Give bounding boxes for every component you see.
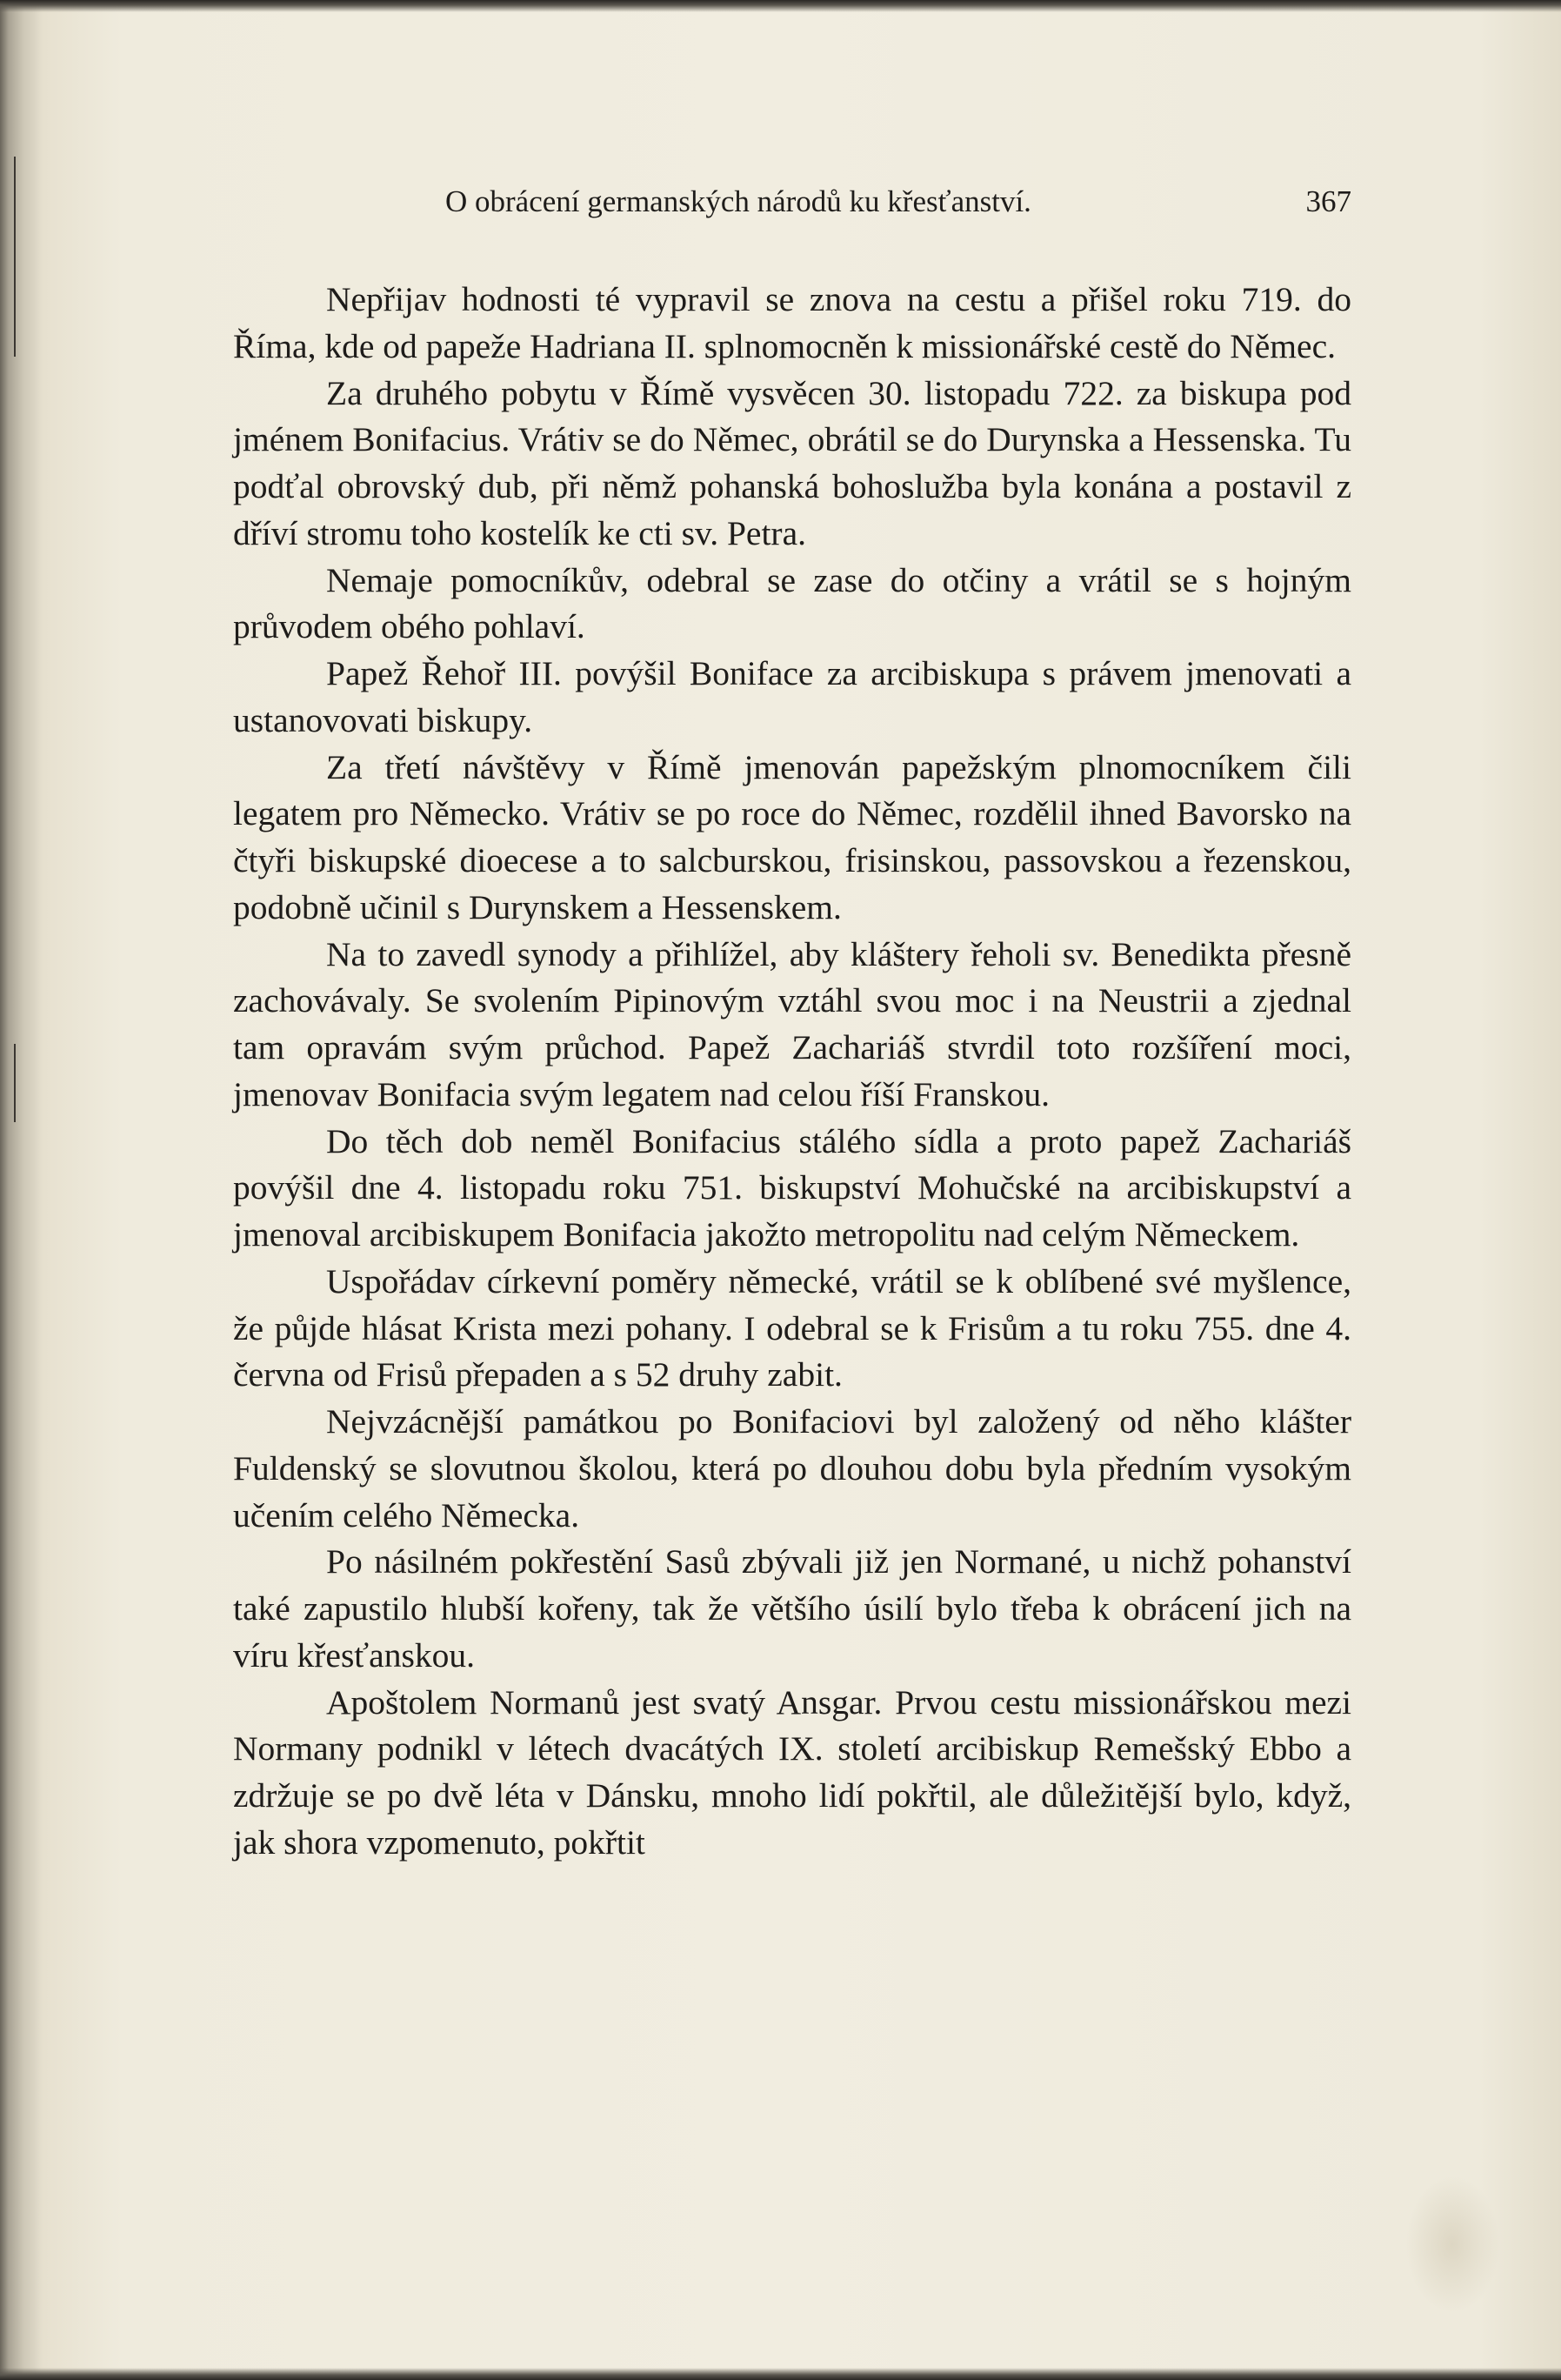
paragraph: Nepřijav hodnosti té vypravil se znova na cestu a přišel roku 719. do Říma, kde od papeže Hadriana II. splnomocněn k missionářské cestě do Němec.: [233, 280, 1351, 365]
paragraph: Apoštolem Normanů jest svatý Ansgar. Prvou cestu missionářskou mezi Normany podnikl v létech dvacátých IX. století arcibiskup Remešský Ebbo a zdržuje se po dvě léta v Dánsku, mnoho lidí pokřtil, ale důležitější bylo, když, jak shora vzpomenuto, pokřtit: [233, 1682, 1351, 1862]
paragraph: Papež Řehoř III. povýšil Boniface za arcibiskupa s právem jmenovati a ustanovovati biskupy.: [233, 654, 1351, 739]
page-number: 367: [1305, 184, 1351, 218]
paragraph: Uspořádav církevní poměry německé, vrátil se k oblíbené své myšlence, že půjde hlásat Krista mezi pohany. I odebral se k Frisům a tu roku 755. dne 4. června od Frisů přepaden a s 52 druhy zabit.: [233, 1261, 1351, 1394]
paragraph: Za třetí návštěvy v Římě jmenován papežským plnomocníkem čili legatem pro Německo. Vrátiv se po roce do Němec, rozdělil ihned Bavorsko na čtyři biskupské dioecese a to salcburskou, frisinskou, passovskou a řezenskou, podobně učinil s Durynskem a Hessenskem.: [233, 747, 1351, 926]
paragraph: Po násilném pokřestění Sasů zbývali již jen Normané, u nichž pohanství také zapustilo hlubší kořeny, tak že většího úsilí bylo třeba k obrácení jich na víru křesťanskou.: [233, 1542, 1351, 1675]
scan-bottom-edge: [0, 2368, 1561, 2380]
paper-stain: [1404, 2175, 1500, 2314]
page-header: [233, 184, 1351, 228]
book-gutter: [0, 0, 42, 2380]
paragraph: Za druhého pobytu v Římě vysvěcen 30. listopadu 722. za biskupa pod jménem Bonifacius. Vrátiv se do Němec, obrátil se do Durynska a Hessenska. Tu podťal obrovský dub, při němž pohanská bohoslužba byla konána a postavil z dříví stromu toho kostelík ke cti sv. Petra.: [233, 373, 1351, 552]
gutter-fold-line: [14, 157, 16, 357]
scan-top-edge: [0, 0, 1561, 12]
paragraph: Nejvzácnější památkou po Bonifaciovi byl založený od něho klášter Fuldenský se slovutnou školou, která po dlouhou dobu byla předním vysokým učením celého Německa.: [233, 1402, 1351, 1534]
gutter-fold-line: [14, 1044, 16, 1122]
running-title: O obrácení germanských národů ku křesťanství.: [445, 184, 1031, 218]
paragraph: Na to zavedl synody a přihlížel, aby kláštery řeholi sv. Benedikta přesně zachovávaly. Se svolením Pipinovým vztáhl svou moc i na Neustrii a zjednal tam opravám svým průchod. Papež Zachariáš stvrdil toto rozšíření moci, jmenovav Bonifacia svým legatem nad celou říší Franskou.: [233, 934, 1351, 1113]
body-text: [233, 277, 1351, 1867]
paragraph: Do těch dob neměl Bonifacius stálého sídla a proto papež Zachariáš povýšil dne 4. listopadu roku 751. biskupství Mohučské na arcibiskupství a jmenoval arcibiskupem Bonifacia jakožto metropolitu nad celým Německem.: [233, 1121, 1351, 1254]
paragraph: Nemaje pomocníkův, odebral se zase do otčiny a vrátil se s hojným průvodem obého pohlaví.: [233, 560, 1351, 646]
